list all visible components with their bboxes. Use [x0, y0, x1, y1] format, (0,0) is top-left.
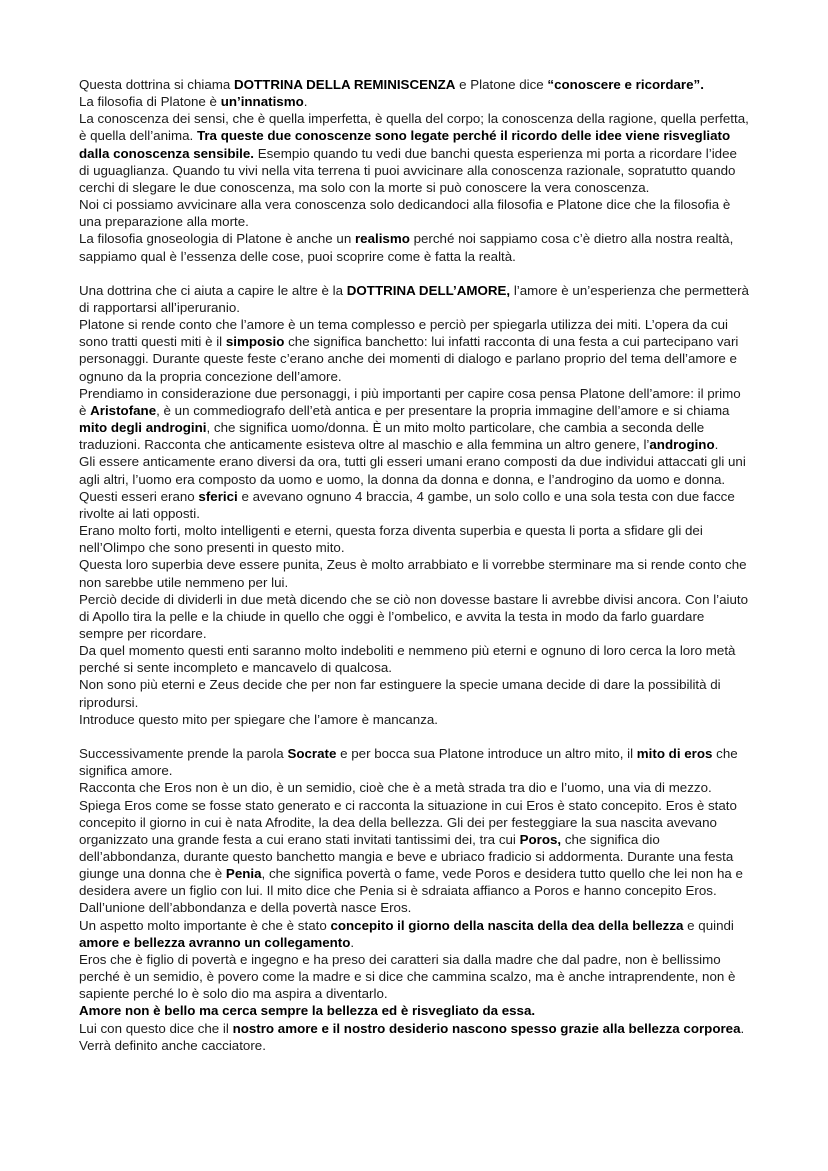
paragraph — [79, 591, 751, 642]
bold-text: androgino — [649, 437, 715, 453]
paragraph — [79, 522, 751, 556]
text-run: La filosofia di Platone è — [79, 94, 221, 110]
paragraph — [79, 1002, 751, 1019]
text-run: Questa loro superbia deve essere punita, Zeus è molto arrabbiato e li vorrebbe sterminare ma si rende conto che non sarebbe utile nemmeno per lui. — [79, 557, 747, 590]
bold-text: nostro amore e il nostro desiderio nascono spesso grazie alla bellezza corporea — [232, 1020, 741, 1036]
bold-text: mito di eros — [636, 746, 713, 762]
text-run: che significa amore. — [79, 746, 738, 779]
text-run: Un aspetto molto importante è che è stato — [79, 917, 331, 933]
paragraph — [79, 642, 751, 676]
text-run: . — [303, 94, 308, 110]
paragraph — [79, 93, 751, 110]
paragraph-break — [79, 728, 751, 745]
text-run: Questi esseri erano — [79, 488, 199, 504]
text-run: Lui con questo dice che il — [79, 1020, 233, 1036]
paragraph-break — [79, 265, 751, 282]
text-run: Noi ci possiamo avvicinare alla vera conoscenza solo dedicandoci alla filosofia e Platone dice che la filosofia è una preparazione alla morte. — [79, 197, 731, 230]
text-run: e avevano ognuno 4 braccia, 4 gambe, un solo collo e una sola testa con due facce rivolte ai lati opposti. — [79, 488, 735, 521]
text-run: Platone si rende conto che l’amore è un tema complesso e perciò per spiegarla utilizza dei miti. L’opera da cui sono tratti questi miti è il — [79, 317, 729, 350]
text-run: e Platone dice — [455, 77, 548, 92]
paragraph — [79, 745, 751, 779]
paragraph — [79, 196, 751, 230]
bold-text: concepito il giorno della nascita della dea della bellezza — [330, 917, 684, 933]
text-run: . — [714, 437, 719, 453]
text-run: che significa banchetto: lui infatti racconta di una festa a cui partecipano vari personaggi. Durante queste feste c’erano anche dei momenti di dialogo e parlano proprio del tema dell’amore e ognuno da la propria concezione dell’amore. — [79, 334, 739, 384]
bold-text: Amore non è bello ma cerca sempre la bellezza ed è risvegliato da essa. — [79, 1003, 536, 1019]
text-run: Successivamente prende la parola — [79, 746, 288, 762]
text-run: La filosofia gnoseologia di Platone è anche un — [79, 231, 355, 247]
bold-text: DOTTRINA DELLA REMINISCENZA — [234, 77, 456, 92]
paragraph — [79, 453, 751, 487]
paragraph — [79, 951, 751, 1002]
text-run: , che significa povertà o fame, vede Poros e desidera tutto quello che lei non ha e desidera avere un figlio con lui. Il mito dice che Penia si è sdraiata affianco a Poros e hanno concepito Eros. Dall’unione dell’abbondanza e della povertà nasce Eros. — [79, 866, 743, 916]
bold-text: mito degli androgini — [79, 420, 207, 436]
text-run: Perciò decide di dividerli in due metà dicendo che se ciò non dovesse bastare li avrebbe divisi ancora. Con l’aiuto di Apollo tira la pelle e la chiude in quello che oggi è l’ombelico, e avvita la testa in modo da farlo guardare sempre per ricordare. — [79, 591, 749, 641]
text-run: Erano molto forti, molto intelligenti e eterni, questa forza diventa superbia e questa li porta a sfidare gli dei nell’Olimpo che sono presenti in questo mito. — [79, 523, 703, 556]
paragraph — [79, 556, 751, 590]
paragraph — [79, 676, 751, 710]
text-run: l’amore è un’esperienza che permetterà di rapportarsi all’iperuranio. — [79, 282, 749, 316]
text-run: e per bocca sua Platone introduce un altro mito, il — [336, 746, 637, 762]
text-run: Prendiamo in considerazione due personaggi, i più importanti per capire cosa pensa Platone dell’amore: il primo è — [79, 385, 741, 418]
text-run: , che significa uomo/donna. È un mito molto particolare, che cambia a seconda delle traduzioni. Racconta che anticamente esisteva oltre al maschio e alla femmina un altro genere, l’ — [79, 420, 705, 453]
text-run: . — [350, 934, 355, 950]
paragraph — [79, 711, 751, 728]
text-run: che significa dio dell’abbondanza, durante questo banchetto mangia e beve e ubriaco fradicio si addormenta. Durante una festa giunge una donna che è — [79, 831, 734, 882]
bold-text: Socrate — [287, 746, 337, 762]
text-run: Da quel momento questi enti saranno molto indeboliti e nemmeno più eterni e ognuno di loro cerca la loro metà perché si sente incompleto e mancavelo di qualcosa. — [79, 643, 736, 676]
text-run: Introduce questo mito per spiegare che l’amore è mancanza. — [79, 711, 438, 727]
paragraph — [79, 488, 751, 522]
bold-text: Penia — [225, 866, 262, 882]
text-run: e quindi — [683, 917, 734, 933]
paragraph — [79, 917, 751, 951]
paragraph — [79, 385, 751, 454]
bold-text: sferici — [198, 488, 238, 504]
text-run: Gli essere anticamente erano diversi da ora, tutti gli esseri umani erano composti da due individui attaccati gli uni agli altri, l’uomo era composto da uomo e uomo, la donna da donna e donna, e l’androgino da uomo e donna. — [79, 454, 746, 487]
paragraph — [79, 282, 751, 316]
bold-text: Poros, — [519, 831, 562, 847]
bold-text: “conoscere e ricordare”. — [547, 77, 704, 92]
bold-text: DOTTRINA DELL’AMORE, — [346, 282, 511, 298]
text-run: Non sono più eterni e Zeus decide che per non far estinguere la specie umana decide di dare la possibilità di riprodursi. — [79, 677, 721, 710]
text-run: Racconta che Eros non è un dio, è un semidio, cioè che è a metà strada tra dio e l’uomo, una via di mezzo. Spiega Eros come se fosse stato generato e ci racconta la situazione in cui Eros è stato concepito. Eros è stato concepito il giorno in cui è nata Afrodite, la dea della bellezza. Gli dei per festeggiare la sua nascita avevano organizzato una grande festa a cui erano stati invitati tantissimi dei, tra cui — [79, 780, 737, 847]
paragraph — [79, 1020, 751, 1054]
paragraph — [79, 316, 751, 385]
paragraph — [79, 76, 751, 93]
text-run: Una dottrina che ci aiuta a capire le altre è la — [79, 282, 347, 298]
text-run: Esempio quando tu vedi due banchi questa esperienza mi porta a ricordare l’idee di uguaglianza. Quando tu vivi nella vita terrena ti puoi avvicinare alla conoscenza razionale, sopratutto quando cerchi di slegare le due conoscenza, ma solo con la morte si può conoscere la vera conoscenza. — [79, 145, 737, 195]
bold-text: simposio — [225, 334, 285, 350]
text-run: perché noi sappiamo cosa c’è dietro alla nostra realtà, sappiamo qual è l’essenza delle cose, puoi scoprire come è fatta la realtà. — [79, 231, 734, 264]
bold-text: amore e bellezza avranno un collegamento — [79, 934, 351, 950]
document-page — [79, 76, 751, 1054]
text-run: La conoscenza dei sensi, che è quella imperfetta, è quella del corpo; la conoscenza della ragione, quella perfetta, è quella dell’anima. — [79, 111, 749, 144]
paragraph — [79, 230, 751, 264]
text-run: , è un commediografo dell’età antica e per presentare la propria immagine dell’amore e si chiama — [156, 402, 730, 418]
bold-text: Tra queste due conoscenze sono legate perché il ricordo delle idee viene risvegliato dalla conoscenza sensibile. — [79, 128, 731, 161]
bold-text: Aristofane — [90, 402, 157, 418]
bold-text: realismo — [354, 231, 410, 247]
paragraph — [79, 779, 751, 916]
text-run: . Verrà definito anche cacciatore. — [79, 1020, 745, 1053]
bold-text: un’innatismo — [220, 94, 304, 110]
text-run: Questa dottrina si chiama — [79, 77, 235, 92]
text-run: Eros che è figlio di povertà e ingegno e ha preso dei caratteri sia dalla madre che dal padre, non è bellissimo perché è un semidio, è povero come la madre e si dice che cammina scalzo, ma è anche intraprendente, non è sapiente perché lo è solo dio ma aspira a diventarlo. — [79, 951, 736, 1002]
paragraph — [79, 110, 751, 196]
